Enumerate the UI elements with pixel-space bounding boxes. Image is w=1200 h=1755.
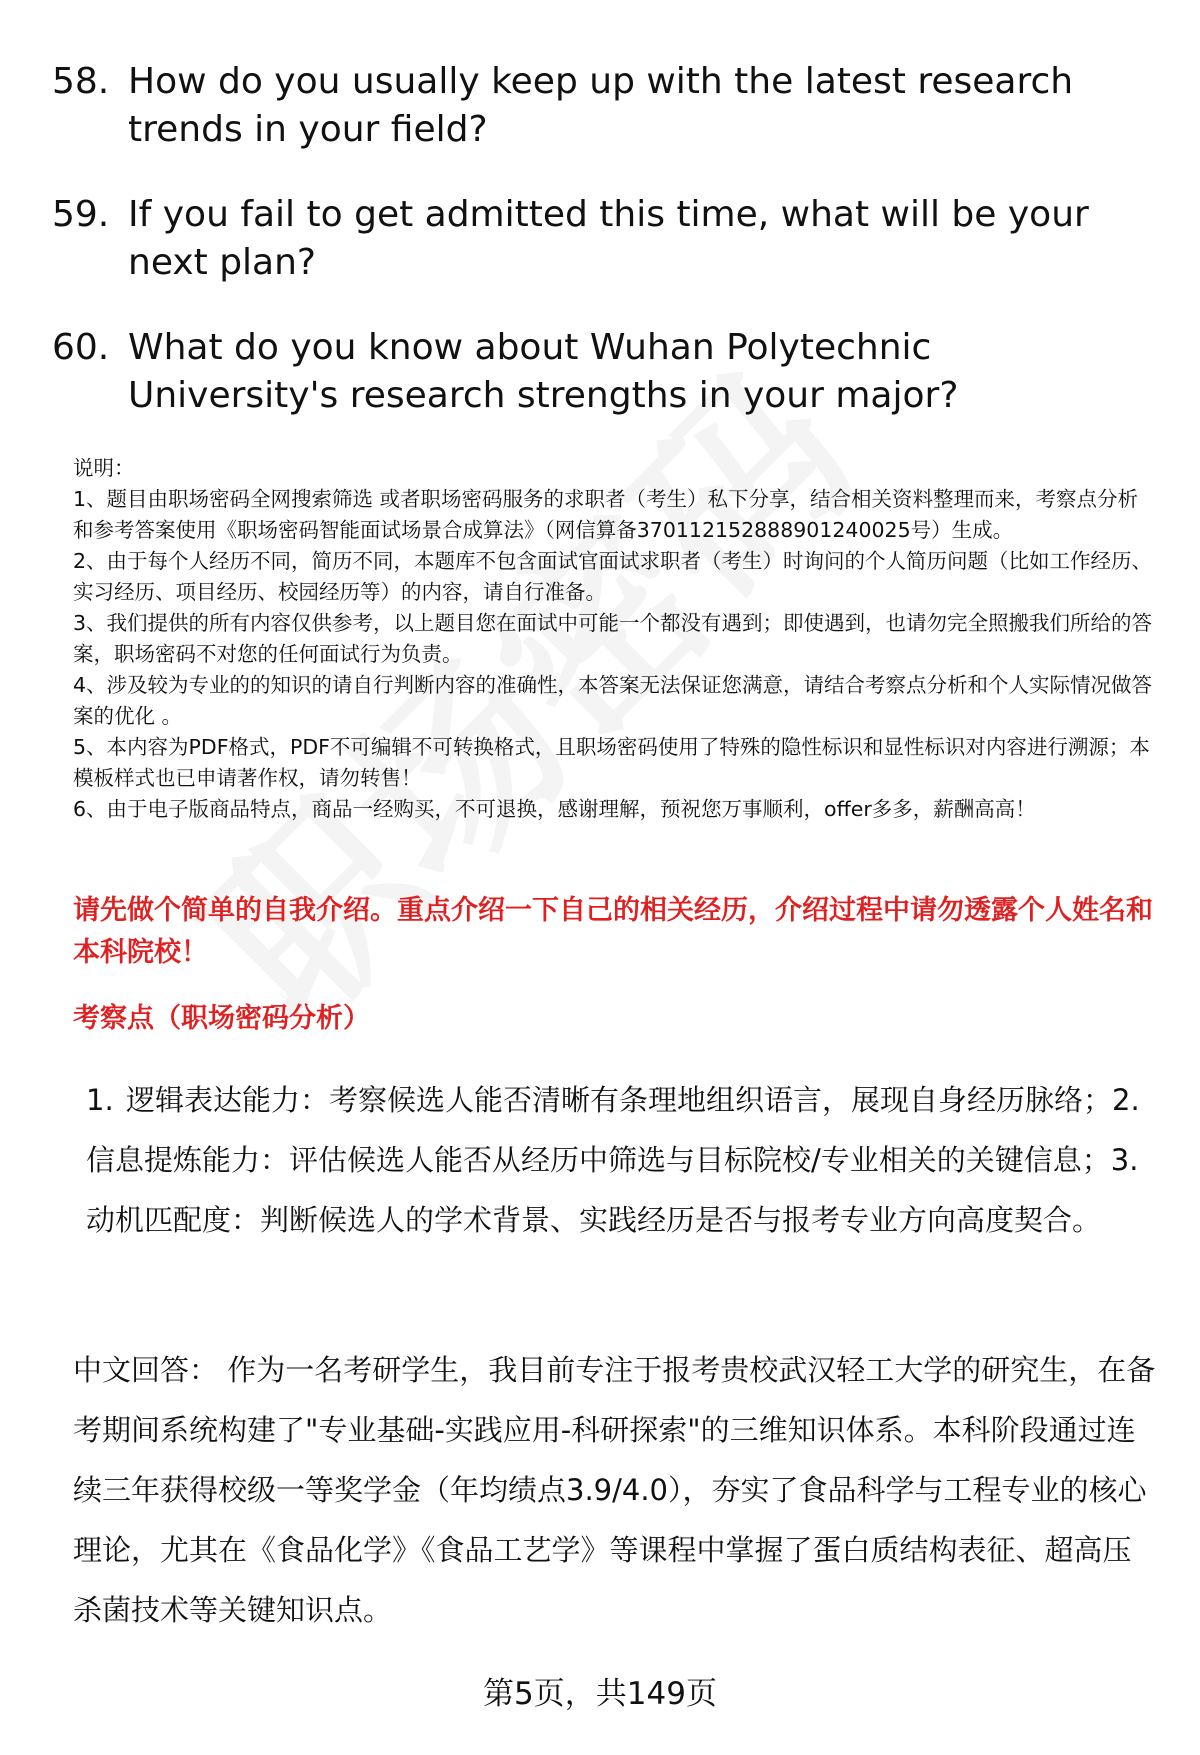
note-item: 2、由于每个人经历不同，简历不同，本题库不包含面试官面试求职者（考生）时询问的个人简历问题（比如工作经历、实习经历、项目经历、校园经历等）的内容，请自行准备。 [73,549,1153,604]
note-item: 1、题目由职场密码全网搜索筛选 或者职场密码服务的求职者（考生）私下分享，结合相关资料整理而来，考察点分析和参考答案使用《职场密码智能面试场景合成算法》（网信算备370112152888901240025号）生成。 [73,487,1139,542]
note-item: 5、本内容为PDF格式，PDF不可编辑不可转换格式，且职场密码使用了特殊的隐性标识和显性标识对内容进行溯源；本模板样式也已申请著作权，请勿转售！ [73,735,1150,790]
note-item: 3、我们提供的所有内容仅供参考，以上题目您在面试中可能一个都没有遇到；即使遇到，也请勿完全照搬我们所给的答案，职场密码不对您的任何面试行为负责。 [73,611,1153,666]
question-item [52,324,1152,420]
analysis-number: 1. [86,1083,114,1117]
question-number: 58. [52,61,110,102]
question-item [52,191,1152,287]
question-list [52,58,1152,457]
note-item: 4、涉及较为专业的的知识的请自行判断内容的准确性，本答案无法保证您满意，请结合考察点分析和个人实际情况做答案的优化 。 [73,673,1153,728]
interview-prompt: 请先做个简单的自我介绍。重点介绍一下自己的相关经历，介绍过程中请勿透露个人姓名和本科院校！ [73,895,1153,968]
question-number: 60. [52,327,110,368]
analysis-heading: 考察点（职场密码分析） [73,1003,370,1034]
page-footer: 第5页，共149页 [483,1676,717,1712]
question-text: If you fail to get admitted this time, what will be your next plan? [128,194,1089,283]
question-item [52,58,1152,154]
question-text: How do you usually keep up with the latest research trends in your field? [128,61,1074,150]
notes-title: 说明： [73,456,135,480]
answer-text: 中文回答： 作为一名考研学生，我目前专注于报考贵校武汉轻工大学的研究生，在备考期间系统构建了"专业基础-实践应用-科研探索"的三维知识体系。本科阶段通过连续三年获得校级一等奖学金（年均绩点3.9/4.0），夯实了食品科学与工程专业的核心理论，尤其在《食品化学》《食品工艺学》等课程中掌握了蛋白质结构表征、超高压杀菌技术等关键知识点。 [73,1353,1156,1627]
notes-section [73,453,1155,825]
question-text: What do you know about Wuhan Polytechnic University's research strengths in your major? [128,327,959,416]
question-number: 59. [52,194,110,235]
analysis-text: 逻辑表达能力：考察候选人能否清晰有条理地组织语言，展现自身经历脉络；2. 信息提炼能力：评估候选人能否从经历中筛选与目标院校/专业相关的关键信息；3. 动机匹配度：判断候选人的学术背景、实践经历是否与报考专业方向高度契合。 [86,1083,1140,1237]
note-item: 6、由于电子版商品特点，商品一经购买，不可退换，感谢理解，预祝您万事顺利，offer多多，薪酬高高！ [73,797,1036,821]
analysis-content [86,1070,1161,1250]
